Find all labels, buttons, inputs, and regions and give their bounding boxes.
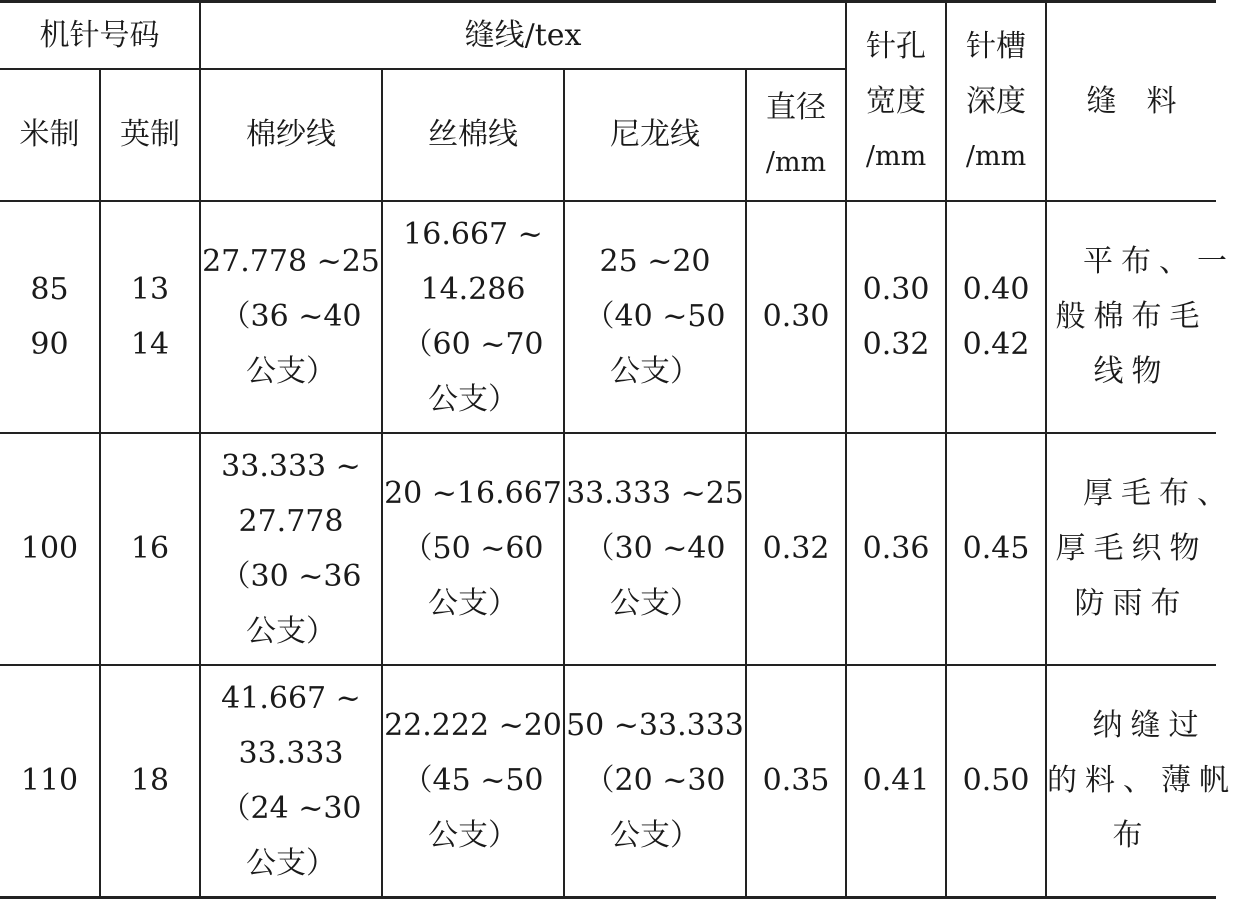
eye-width-cell: [846, 433, 946, 665]
cell-line: 平布、一: [1083, 244, 1236, 279]
cell-line: 0.45: [962, 531, 1030, 566]
cell-line: 0.40: [962, 271, 1030, 307]
diameter-unit: /mm: [765, 146, 827, 178]
cell-line: 公支）: [428, 381, 518, 417]
fabric-cell: [1046, 433, 1236, 665]
silk-cotton-cell: [382, 433, 564, 665]
cell-line: 0.50: [962, 763, 1030, 799]
cell-line: 纳缝过: [1092, 708, 1207, 744]
groove-depth-header: [946, 2, 1046, 201]
cell-line: 0.41: [862, 763, 930, 799]
cell-line: （30 ~40: [584, 531, 726, 566]
eye-width-label-2: 宽度: [866, 83, 927, 119]
cell-line: 33.333 ~25: [566, 476, 744, 511]
groove-depth-label-1: 针槽: [966, 28, 1027, 64]
cell-line: （60 ~70: [402, 326, 544, 362]
cell-line: 14.286: [420, 271, 526, 307]
fabric-cell: [1046, 665, 1237, 898]
cell-line: 厚毛织物: [1055, 531, 1208, 566]
table-row: [0, 665, 1216, 898]
cell-line: 41.667 ~: [221, 680, 361, 716]
metric-header: 米制: [0, 69, 100, 201]
cell-line: 33.333: [238, 735, 344, 771]
eye-width-unit: /mm: [865, 140, 927, 172]
cell-line: （40 ~50: [584, 299, 726, 334]
cell-line: 22.222 ~20: [384, 708, 562, 744]
english-cell: [100, 433, 200, 665]
cell-line: 27.778: [238, 503, 344, 539]
thread-tex-header: 缝线/tex: [200, 2, 846, 69]
groove-depth-cell: [946, 433, 1046, 665]
metric-cell: [0, 201, 100, 433]
cell-line: 公支）: [610, 586, 700, 621]
cell-line: 100: [20, 531, 79, 566]
silk-cotton-cell: [382, 665, 564, 898]
cell-line: 13: [130, 271, 170, 307]
cell-line: 16.667 ~: [403, 216, 543, 252]
cell-line: （24 ~30: [220, 790, 362, 826]
cell-line: 0.30: [862, 271, 930, 307]
cell-line: 14: [130, 326, 170, 362]
cell-line: 公支）: [428, 586, 518, 621]
cell-line: 18: [130, 763, 170, 799]
cell-line: 公支）: [246, 354, 336, 389]
groove-depth-unit: /mm: [965, 140, 1027, 172]
cotton-cell: [200, 201, 382, 433]
metric-cell: [0, 665, 100, 898]
english-cell: [100, 201, 200, 433]
cell-line: 的料、薄帆: [1047, 763, 1237, 799]
header-row-1: [0, 2, 1216, 69]
cell-line: 0.32: [862, 326, 930, 362]
fabric-cell: [1046, 201, 1236, 433]
cell-line: 0.42: [962, 326, 1030, 362]
cell-line: 90: [30, 326, 69, 362]
cell-line: （36 ~40: [220, 299, 362, 334]
cell-line: 50 ~33.333: [566, 708, 744, 744]
diameter-cell: 0.32: [746, 433, 846, 665]
cell-line: 25 ~20: [599, 244, 711, 279]
cell-line: 20 ~16.667: [384, 476, 562, 511]
nylon-cell: [564, 201, 746, 433]
cell-line: 线物: [1093, 354, 1170, 389]
diameter-cell: 0.35: [746, 665, 846, 898]
eye-width-cell: [846, 665, 946, 898]
nylon-cell: [564, 433, 746, 665]
cell-line: （45 ~50: [402, 763, 544, 799]
english-header: 英制: [100, 69, 200, 201]
cell-line: （30 ~36: [220, 558, 362, 594]
cell-line: 般棉布毛: [1055, 299, 1208, 334]
cell-line: 公支）: [246, 845, 336, 881]
nylon-cell: [564, 665, 746, 898]
metric-cell: [0, 433, 100, 665]
cell-line: 27.778 ~25: [202, 244, 380, 279]
cell-line: （20 ~30: [584, 763, 726, 799]
groove-depth-label-2: 深度: [966, 83, 1027, 119]
cell-line: 110: [20, 763, 79, 799]
cell-line: 公支）: [246, 613, 336, 649]
cell-line: 公支）: [428, 818, 518, 854]
cell-line: 85: [30, 271, 69, 307]
cell-line: 公支）: [610, 818, 700, 854]
cell-line: 16: [130, 531, 170, 566]
cell-line: 厚毛布、: [1083, 476, 1236, 511]
groove-depth-cell: [946, 201, 1046, 433]
diameter-cell: 0.30: [746, 201, 846, 433]
silk-cotton-cell: [382, 201, 564, 433]
cell-line: 33.333 ~: [221, 448, 361, 484]
cotton-cell: [200, 665, 382, 898]
needle-number-header: 机针号码: [0, 2, 200, 69]
diameter-header: [746, 69, 846, 201]
fabric-header: 缝 料: [1046, 2, 1216, 201]
silk-cotton-thread-header: 丝棉线: [382, 69, 564, 201]
cell-line: 0.36: [862, 531, 930, 566]
eye-width-header: [846, 2, 946, 201]
cell-line: 防雨布: [1074, 586, 1189, 621]
cotton-cell: [200, 433, 382, 665]
cotton-thread-header: 棉纱线: [200, 69, 382, 201]
table-row: [0, 433, 1216, 665]
cell-line: （50 ~60: [402, 531, 544, 566]
english-cell: [100, 665, 200, 898]
cell-line: 布: [1112, 818, 1151, 854]
diameter-label: 直径: [766, 89, 827, 125]
table-row: [0, 201, 1216, 433]
eye-width-cell: [846, 201, 946, 433]
cell-line: 公支）: [610, 354, 700, 389]
nylon-thread-header: 尼龙线: [564, 69, 746, 201]
groove-depth-cell: [946, 665, 1046, 898]
eye-width-label-1: 针孔: [866, 28, 927, 64]
